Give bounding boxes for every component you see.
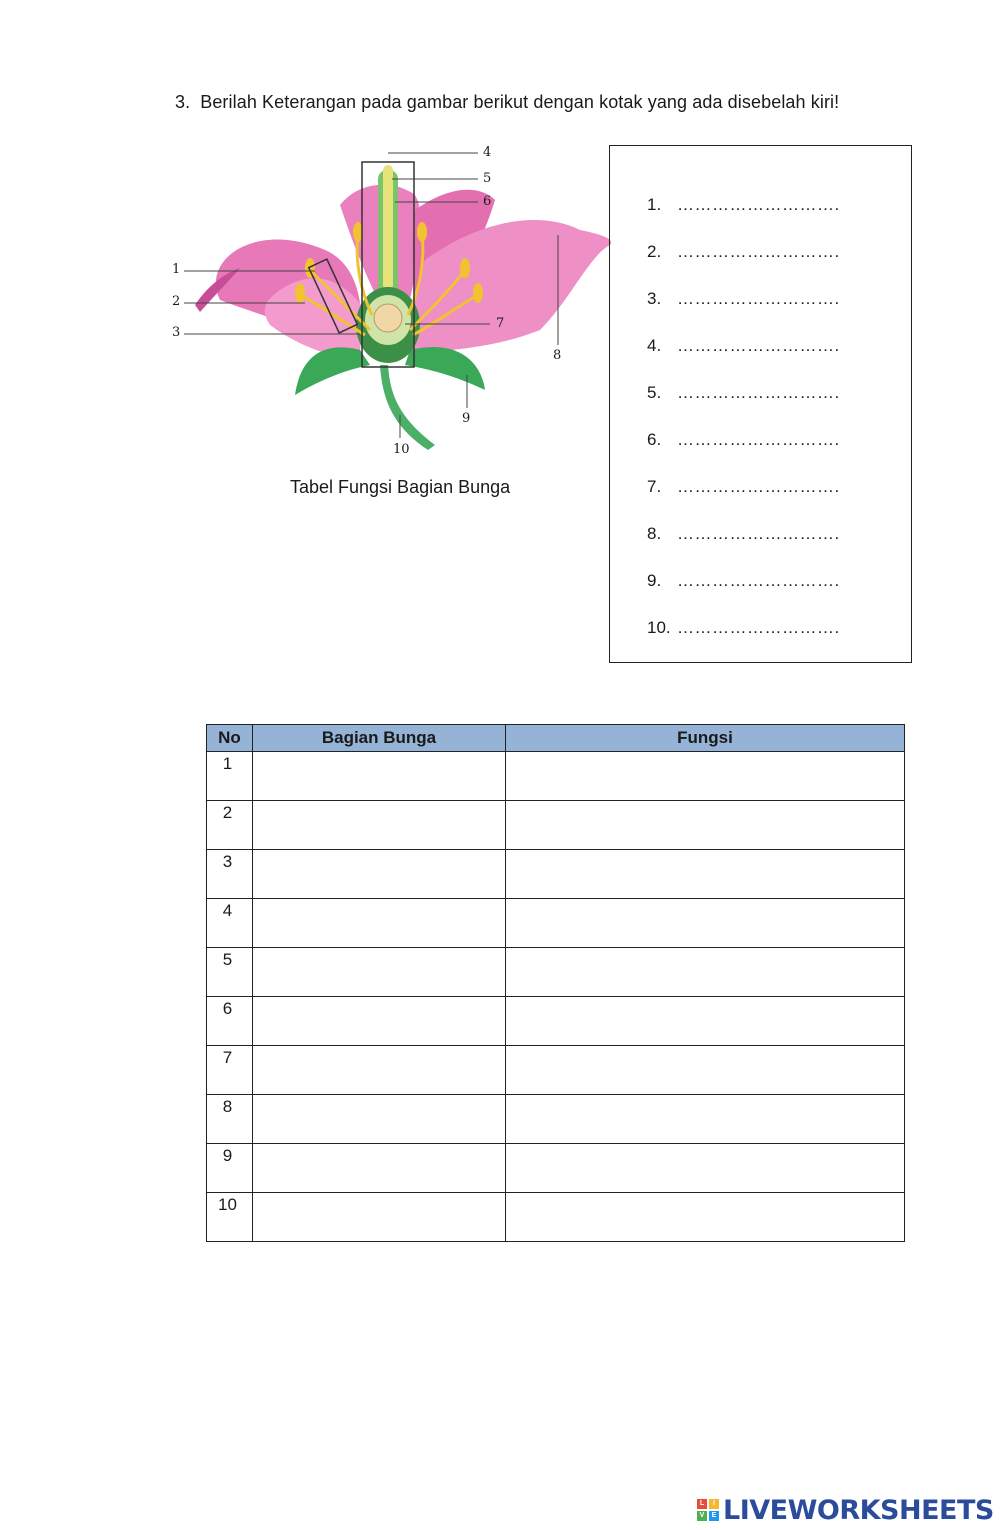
logo-letter: L xyxy=(697,1499,707,1509)
part-cell[interactable] xyxy=(253,899,506,948)
answer-number: 1. xyxy=(647,195,662,214)
table-row xyxy=(207,948,905,997)
row-number: 8 xyxy=(207,1095,253,1144)
answer-item[interactable] xyxy=(647,571,840,618)
answer-number: 10. xyxy=(647,618,671,637)
table-row xyxy=(207,1046,905,1095)
answer-blank[interactable]: ………………………. xyxy=(677,477,840,496)
answer-blank[interactable]: ………………………. xyxy=(677,336,840,355)
table-caption: Tabel Fungsi Bagian Bunga xyxy=(290,477,511,497)
table-row xyxy=(207,1144,905,1193)
diagram-label-6: 6 xyxy=(483,194,492,209)
answer-number: 8. xyxy=(647,524,662,543)
table-header-row xyxy=(207,725,905,752)
part-cell[interactable] xyxy=(253,1193,506,1242)
logo-letter: I xyxy=(709,1499,719,1509)
logo-icon xyxy=(697,1499,719,1521)
function-cell[interactable] xyxy=(506,948,905,997)
part-cell[interactable] xyxy=(253,850,506,899)
part-cell[interactable] xyxy=(253,1095,506,1144)
answer-blank[interactable]: ………………………. xyxy=(677,383,840,402)
answer-blank[interactable]: ………………………. xyxy=(677,430,840,449)
row-number: 1 xyxy=(207,752,253,801)
diagram-label-1: 1 xyxy=(172,262,181,277)
logo-letter: V xyxy=(697,1511,707,1521)
answer-list xyxy=(647,195,840,665)
row-number: 9 xyxy=(207,1144,253,1193)
diagram-label-2: 2 xyxy=(172,294,181,309)
function-cell[interactable] xyxy=(506,1046,905,1095)
answer-item[interactable] xyxy=(647,618,840,665)
header-no: No xyxy=(207,725,253,752)
answer-item[interactable] xyxy=(647,430,840,477)
function-cell[interactable] xyxy=(506,1144,905,1193)
answer-item[interactable] xyxy=(647,289,840,336)
answer-number: 2. xyxy=(647,242,662,261)
answer-blank[interactable]: ………………………. xyxy=(677,571,840,590)
diagram-label-10: 10 xyxy=(393,442,410,457)
diagram-label-7: 7 xyxy=(496,316,505,331)
part-cell[interactable] xyxy=(253,948,506,997)
answer-item[interactable] xyxy=(647,336,840,383)
diagram-label-5: 5 xyxy=(483,171,492,186)
answer-blank[interactable]: ………………………. xyxy=(677,242,840,261)
brand-name: LIVEWORKSHEETS xyxy=(723,1494,994,1526)
part-cell[interactable] xyxy=(253,801,506,850)
answer-item[interactable] xyxy=(647,383,840,430)
answer-number: 4. xyxy=(647,336,662,355)
part-cell[interactable] xyxy=(253,752,506,801)
answer-number: 3. xyxy=(647,289,662,308)
table-row xyxy=(207,1095,905,1144)
answer-number: 6. xyxy=(647,430,662,449)
diagram-label-9: 9 xyxy=(462,411,471,426)
function-cell[interactable] xyxy=(506,752,905,801)
answer-item[interactable] xyxy=(647,195,840,242)
answer-item[interactable] xyxy=(647,477,840,524)
question-body: Berilah Keterangan pada gambar berikut dengan kotak yang ada disebelah kiri! xyxy=(200,92,840,112)
header-function: Fungsi xyxy=(506,725,905,752)
row-number: 2 xyxy=(207,801,253,850)
table-row xyxy=(207,899,905,948)
part-cell[interactable] xyxy=(253,1046,506,1095)
function-cell[interactable] xyxy=(506,1193,905,1242)
answer-blank[interactable]: ………………………. xyxy=(677,524,840,543)
answer-blank[interactable]: ………………………. xyxy=(677,289,840,308)
row-number: 7 xyxy=(207,1046,253,1095)
table-row xyxy=(207,801,905,850)
answer-box xyxy=(609,145,912,663)
row-number: 4 xyxy=(207,899,253,948)
answer-blank[interactable]: ………………………. xyxy=(677,195,840,214)
answer-number: 9. xyxy=(647,571,662,590)
answer-blank[interactable]: ………………………. xyxy=(677,618,840,637)
part-cell[interactable] xyxy=(253,1144,506,1193)
flower-illustration xyxy=(160,140,620,470)
answer-item[interactable] xyxy=(647,524,840,571)
function-cell[interactable] xyxy=(506,801,905,850)
liveworksheets-logo xyxy=(697,1494,994,1526)
table-row xyxy=(207,1193,905,1242)
row-number: 5 xyxy=(207,948,253,997)
flower-diagram xyxy=(160,140,620,470)
diagram-label-3: 3 xyxy=(172,325,181,340)
diagram-label-8: 8 xyxy=(553,348,562,363)
part-cell[interactable] xyxy=(253,997,506,1046)
question-text xyxy=(175,92,839,113)
row-number: 10 xyxy=(207,1193,253,1242)
answer-item[interactable] xyxy=(647,242,840,289)
function-cell[interactable] xyxy=(506,997,905,1046)
function-cell[interactable] xyxy=(506,850,905,899)
function-cell[interactable] xyxy=(506,1095,905,1144)
answer-number: 7. xyxy=(647,477,662,496)
table-row xyxy=(207,850,905,899)
question-number: 3. xyxy=(175,92,191,112)
answer-number: 5. xyxy=(647,383,662,402)
flower-function-table xyxy=(206,724,905,1242)
row-number: 6 xyxy=(207,997,253,1046)
function-cell[interactable] xyxy=(506,899,905,948)
table-row xyxy=(207,752,905,801)
row-number: 3 xyxy=(207,850,253,899)
logo-letter: E xyxy=(709,1511,719,1521)
table-row xyxy=(207,997,905,1046)
diagram-label-4: 4 xyxy=(483,145,492,160)
header-part: Bagian Bunga xyxy=(253,725,506,752)
